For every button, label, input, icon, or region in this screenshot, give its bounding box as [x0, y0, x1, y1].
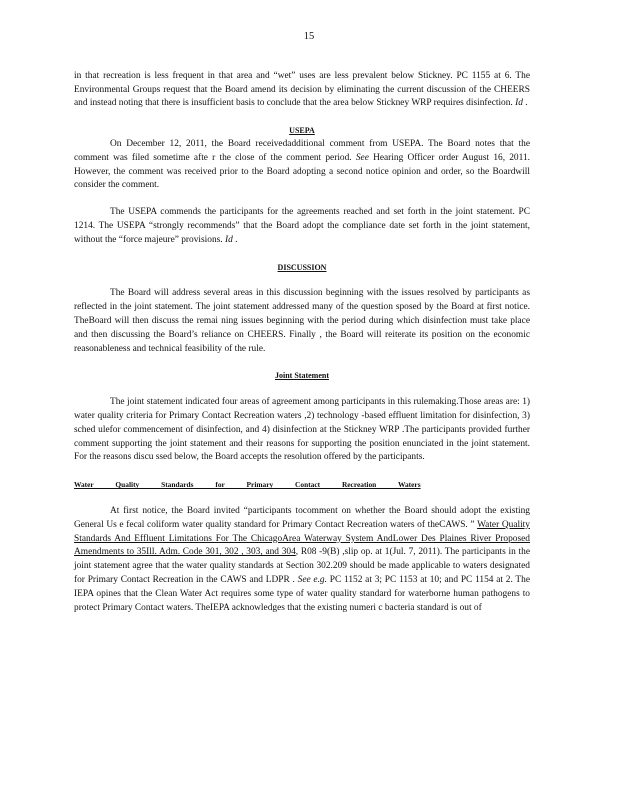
paragraph-usepa-comment: [74, 138, 530, 193]
paragraph-discussion: The Board will address several areas in this discussion beginning with the issues resolved by participants as reflected in the joint statement. The joint statement addressed many of the question sposed by the Board at first notice. TheBoard will then discuss the remai ning issues beginning with the period during which disinfection must take place and then discussing the Board’s reliance on CHEERS. Finally , the Board will reiterate its position on the economic reasonableness and technical feasibility of the rule.: [74, 288, 530, 354]
paragraph-text: Hearing Officer order August 16, 2011. However, the comment was received prior to the Board adopting a second notice opinion and order, so the Boardwill consider the comment.: [74, 152, 530, 191]
paragraph-text: , R08 -9(B) ,slip op. at 1(Jul. 7, 2011). The participants in the joint statement agree that the water quality standards at Section 302.209 should be made applicable to waters designated for Primary Contact Recreation in the CAWS and LDPR .: [74, 547, 530, 585]
paragraph-joint-statement: The joint statement indicated four areas of agreement among participants in this rulemaking.Those areas are: 1) water quality criteria for Primary Contact Recreation waters ,2) technology -based effluent limitation for disinfection, 3) sched ulefor commencement of disinfection, and 4) disinfection at the Stickney WRP .The participants provided further comment supporting the joint statement and their reasons for supporting the position enunciated in the joint statement. For the reasons discu ssed below, the Board accepts the resolution offered by the participants.: [74, 397, 530, 463]
heading-joint-statement: [74, 369, 530, 383]
citation-see: See e.g.: [297, 574, 327, 585]
paragraph-text: The USEPA commends the participants for the agreements reached and set forth in the joint statement. PC 1214. The USEPA “strongly recommends” that the Board adopt the compliance date set forth in the joint statement, without the “force majeure” provisions.: [74, 207, 530, 245]
paragraph-first-notice: [74, 505, 530, 615]
heading-discussion: [74, 261, 530, 275]
citation-see: See: [355, 152, 369, 163]
subheading-water-quality-standards: [74, 478, 530, 492]
citation-id: Id: [225, 234, 233, 245]
heading-text: Joint Statement: [275, 371, 329, 381]
heading-text: USEPA: [289, 126, 315, 136]
page-number: 15: [303, 31, 315, 42]
subheading-text: Water Quality Standards for Primary Contact Recreation Waters: [74, 480, 421, 490]
heading-text: DISCUSSION: [277, 262, 327, 272]
citation-id: Id: [515, 98, 523, 109]
paragraph-text: On December 12, 2011, the Board receivedadditional comment from USEPA. The Board notes that the comment was filed sometime afte r the close of the comment period.: [74, 138, 530, 163]
paragraph-text: At first notice, the Board invited “participants tocomment on whether the Board should adopt the existing General Us e fecal coliform water quality standard for Primary Contact Recreation waters of theCAWS. ”: [74, 505, 530, 530]
paragraph-usepa-commends: The USEPA commends the participants for the agreements reached and set forth in the joint statement. PC 1214. The USEPA “strongly recommends” that the Board adopt the compliance date set forth in the joint statement, without the “force majeure” provisions. Id .: [74, 207, 530, 245]
heading-usepa: [74, 124, 530, 138]
paragraph-text: PC 1152 at 3; PC 1153 at 10; and PC 1154 at 2. The IEPA opines that the Clean Water Act requires some type of water quality standard for waterborne human pathogens to protect Primary Contact waters. TheIEPA acknowledges that the existing numeri c bacteria standard is out of: [74, 574, 531, 613]
rulemaking-title: Water Quality Standards And Effluent Limitations For The ChicagoArea Waterway System AndLower Des Plaines River Proposed Amendments to 35Ill. Adm. Code 301, 302 , 303, and 304: [74, 519, 530, 558]
paragraph-text: in that recreation is less frequent in that area and “wet” uses are less prevalent below Stickney. PC 1155 at 6. The Environmental Groups request that the Board amend its decision by eliminating the current discussion of the CHEERS and instead noting that there is insufficient basis to conclude that the area below Stickney WRP requires disinfection.: [74, 70, 530, 109]
paragraph-environmental-groups: in that recreation is less frequent in that area and “wet” uses are less prevalent below Stickney. PC 1155 at 6. The Environmental Groups request that the Board amend its decision by eliminating the current discussion of the CHEERS and instead noting that there is insufficient basis to conclude that the area below Stickney WRP requires disinfection. Id .: [74, 70, 530, 109]
